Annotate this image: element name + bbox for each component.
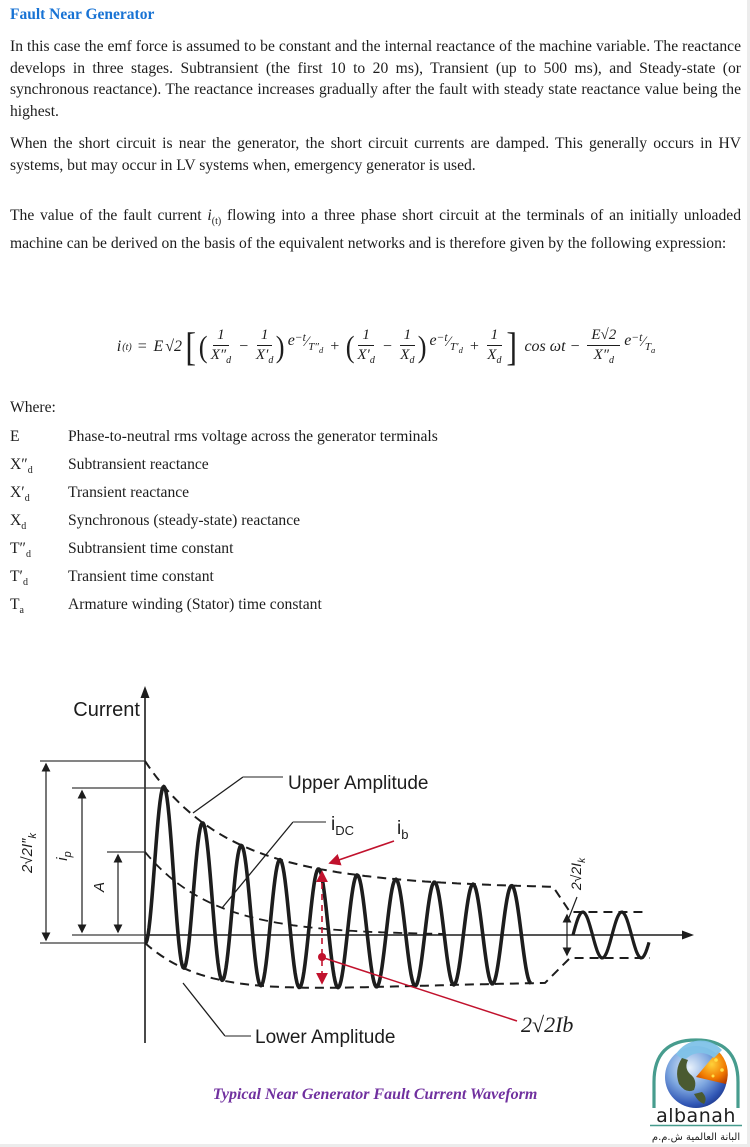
figure-caption: Typical Near Generator Fault Current Waveform bbox=[212, 1086, 538, 1103]
where-desc: Transient time constant bbox=[68, 568, 214, 585]
ib-label: $i_b$ bbox=[397, 818, 409, 842]
lower-amplitude-label: Lower Amplitude bbox=[255, 1027, 396, 1048]
formula-token: $\frac{1}{X'_d}$ bbox=[255, 326, 274, 366]
where-term: $X'_d$ bbox=[10, 484, 30, 505]
formula-token: + bbox=[325, 338, 345, 355]
formula-token: $\frac{1}{X_d}$ bbox=[400, 326, 415, 366]
paragraph-3-post: flowing into a three phase short circuit at the terminals of an initially unloaded machine can be derived on the basis of the equivalent networks and is therefore given by the following expression: bbox=[10, 207, 741, 252]
formula-token: $\frac{1}{X_d}$ bbox=[487, 326, 502, 366]
paragraph-2: When the short circuit is near the generator, the short circuit currents are damped. This generally occurs in HV systems, but may occur in LV systems when, emergency generator is used. bbox=[10, 135, 741, 174]
logo-wordmark: albanah bbox=[656, 1105, 736, 1127]
ib-arrow bbox=[330, 841, 394, 863]
formula-token: i bbox=[116, 338, 122, 355]
steady-state-label: $2√2I_k$ bbox=[568, 857, 588, 891]
formula-token: (t) bbox=[122, 341, 132, 353]
formula-token: $e^{-t}⁄_{T_a}$ bbox=[624, 331, 656, 356]
breaking-current-label: 2√2Ib bbox=[521, 1012, 574, 1037]
page-title: Fault Near Generator bbox=[10, 6, 155, 23]
y-axis-label: Current bbox=[73, 699, 140, 721]
formula-token: $e^{-t}⁄_{T''_d}$ bbox=[287, 331, 324, 356]
fault-current-symbol: $i_{(t)}$ bbox=[207, 207, 222, 228]
where-desc: Subtransient reactance bbox=[68, 456, 209, 473]
x-axis-arrow-icon bbox=[682, 931, 694, 940]
formula-token: $\frac{1}{X''_d}$ bbox=[210, 326, 232, 366]
albanah-logo bbox=[646, 1032, 746, 1146]
breaking-current-dot bbox=[318, 953, 326, 961]
upper-amplitude-leader bbox=[193, 777, 243, 813]
paragraph-3-pre: The value of the fault current bbox=[10, 207, 208, 224]
logo-arabic-text: البانة العالمية ش.م.م bbox=[651, 1132, 741, 1143]
peak-initial-label: $2√2I''_k$ bbox=[19, 833, 39, 873]
upper-amplitude-label: Upper Amplitude bbox=[288, 773, 429, 794]
paragraph-1: In this case the emf force is assumed to be constant and the internal reactance of the machine variable. The reactance develops in three stages. Subtransient (the first 10 to 20 ms), Transient (up to 500 ms), and Steady-state (or synchronous reactance). The reactance increases gradually after the fault with steady state reactance value being the highest. bbox=[10, 38, 741, 120]
formula-token: E bbox=[153, 338, 164, 355]
where-term: $X_d$ bbox=[10, 512, 27, 533]
steady-state-leader bbox=[568, 897, 577, 920]
where-term: $T''_d$ bbox=[10, 540, 32, 561]
formula-token: $e^{-t}⁄_{T'_d}$ bbox=[429, 331, 463, 356]
fault-current-curve bbox=[145, 787, 531, 988]
where-term: $T'_d$ bbox=[10, 568, 28, 589]
where-desc: Armature winding (Stator) time constant bbox=[68, 596, 322, 613]
ip-label: $i_p$ bbox=[54, 851, 74, 861]
formula-token: − bbox=[377, 338, 397, 355]
formula-token: $\frac{E√2}{X''_d}$ bbox=[587, 328, 620, 366]
lower-amplitude-leader bbox=[183, 983, 225, 1036]
where-term: $X''_d$ bbox=[10, 456, 33, 477]
fault-current-equation: i (t) = E √2 [ ( $\frac{1}{X''_d}$ − $\frac{1}{X'_d}$ ) $e^{-t}⁄_{T''_d}$ + ( $\frac{1}{X'_d}$ − $\frac{1}{X_d}$ ) $e^{-t}⁄_{T'_d}$ + $\frac{1}{X_d}$ ] cos ωt − $\frac{E√2}{X''_d}$ $e^{-t}⁄_{T_a}$ bbox=[116, 324, 656, 369]
where-desc: Transient reactance bbox=[68, 484, 190, 501]
where-desc: Subtransient time constant bbox=[68, 540, 234, 557]
formula-token: − bbox=[234, 338, 253, 355]
idc-label: $i_{DC}$ bbox=[331, 814, 355, 838]
formula-token: = bbox=[132, 338, 152, 355]
where-term: $T_a$ bbox=[10, 596, 24, 617]
where-desc: Synchronous (steady-state) reactance bbox=[68, 512, 301, 529]
formula-token: cos ωt − bbox=[520, 338, 585, 355]
where-term: E bbox=[10, 428, 20, 445]
y-axis-arrow-icon bbox=[141, 686, 150, 698]
where-desc: Phase-to-neutral rms voltage across the generator terminals bbox=[68, 428, 438, 445]
globe-icon bbox=[665, 1040, 728, 1108]
dc-offset-label: A bbox=[91, 881, 108, 893]
formula-token: $\frac{1}{X'_d}$ bbox=[357, 326, 375, 366]
formula-token: √2 bbox=[165, 338, 183, 355]
formula-token: + bbox=[464, 338, 484, 355]
where-label: Where: bbox=[10, 399, 56, 416]
